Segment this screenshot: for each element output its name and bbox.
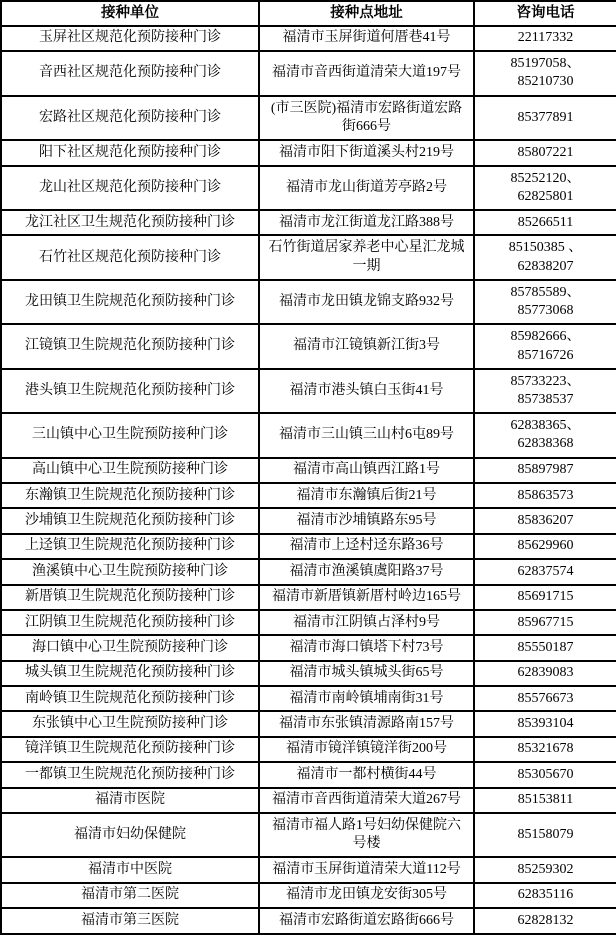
phone-cell: 85733223、 85738537 xyxy=(474,369,616,413)
phone-cell: 62828132 xyxy=(474,908,616,934)
unit-cell: 江阴镇卫生院规范化预防接种门诊 xyxy=(1,610,259,635)
unit-cell: 音西社区规范化预防接种门诊 xyxy=(1,51,259,95)
address-cell: 福清市上迳村迳东路36号 xyxy=(259,534,474,559)
phone-cell: 85863573 xyxy=(474,483,616,508)
unit-cell: 港头镇卫生院规范化预防接种门诊 xyxy=(1,369,259,413)
header-row xyxy=(1,1,616,26)
address-cell: 福清市玉屏街道清荣大道112号 xyxy=(259,857,474,882)
address-cell: 福清市城头镇城头街65号 xyxy=(259,661,474,686)
address-cell: 福清市江阴镇占泽村9号 xyxy=(259,610,474,635)
table-row xyxy=(1,369,616,413)
table-row xyxy=(1,711,616,736)
table-row xyxy=(1,413,616,457)
unit-cell: 宏路社区规范化预防接种门诊 xyxy=(1,96,259,140)
table-row xyxy=(1,686,616,711)
phone-cell: 62839083 xyxy=(474,661,616,686)
unit-cell: 上迳镇卫生院规范化预防接种门诊 xyxy=(1,534,259,559)
address-cell: 福清市宏路街道宏路街666号 xyxy=(259,908,474,934)
table-row xyxy=(1,635,616,660)
unit-cell: 东张镇中心卫生院预防接种门诊 xyxy=(1,711,259,736)
address-cell: 福清市镜洋镇镜洋街200号 xyxy=(259,737,474,762)
address-cell: 福清市音西街道清荣大道197号 xyxy=(259,51,474,95)
unit-cell: 龙江社区卫生规范化预防接种门诊 xyxy=(1,210,259,235)
unit-cell: 渔溪镇中心卫生院预防接种门诊 xyxy=(1,559,259,584)
phone-cell: 85259302 xyxy=(474,857,616,882)
address-cell: 福清市玉屏街道何厝巷41号 xyxy=(259,26,474,51)
phone-cell: 22117332 xyxy=(474,26,616,51)
table-row xyxy=(1,458,616,483)
address-cell: 福清市龙田镇龙锦支路932号 xyxy=(259,280,474,324)
table-row xyxy=(1,140,616,165)
address-cell: 福清市龙田镇龙安街305号 xyxy=(259,883,474,908)
table-row xyxy=(1,51,616,95)
address-cell: 福清市音西街道清荣大道267号 xyxy=(259,788,474,813)
address-cell: 福清市福人路1号妇幼保健院六 号楼 xyxy=(259,813,474,857)
phone-cell: 85982666、 85716726 xyxy=(474,324,616,368)
table-row xyxy=(1,96,616,140)
table-row xyxy=(1,737,616,762)
phone-cell: 85266511 xyxy=(474,210,616,235)
unit-cell: 高山镇中心卫生院预防接种门诊 xyxy=(1,458,259,483)
address-cell: (市三医院)福清市宏路街道宏路 街666号 xyxy=(259,96,474,140)
unit-cell: 阳下社区规范化预防接种门诊 xyxy=(1,140,259,165)
address-cell: 福清市海口镇塔下村73号 xyxy=(259,635,474,660)
unit-cell: 石竹社区规范化预防接种门诊 xyxy=(1,235,259,279)
phone-cell: 85785589、 85773068 xyxy=(474,280,616,324)
phone-cell: 85967715 xyxy=(474,610,616,635)
phone-cell: 85150385 、 62838207 xyxy=(474,235,616,279)
unit-cell: 城头镇卫生院规范化预防接种门诊 xyxy=(1,661,259,686)
phone-cell: 85897987 xyxy=(474,458,616,483)
phone-cell: 85576673 xyxy=(474,686,616,711)
table-row xyxy=(1,166,616,210)
unit-cell: 福清市中医院 xyxy=(1,857,259,882)
address-cell: 福清市渔溪镇虞阳路37号 xyxy=(259,559,474,584)
table-row xyxy=(1,762,616,787)
table-row xyxy=(1,610,616,635)
phone-cell: 62835116 xyxy=(474,883,616,908)
table-row xyxy=(1,813,616,857)
phone-cell: 85836207 xyxy=(474,508,616,533)
unit-cell: 东瀚镇卫生院规范化预防接种门诊 xyxy=(1,483,259,508)
address-cell: 福清市南岭镇埔南街31号 xyxy=(259,686,474,711)
unit-cell: 玉屏社区规范化预防接种门诊 xyxy=(1,26,259,51)
address-cell: 福清市龙江街道龙江路388号 xyxy=(259,210,474,235)
table-row xyxy=(1,483,616,508)
unit-cell: 南岭镇卫生院规范化预防接种门诊 xyxy=(1,686,259,711)
unit-cell: 一都镇卫生院规范化预防接种门诊 xyxy=(1,762,259,787)
unit-cell: 福清市妇幼保健院 xyxy=(1,813,259,857)
unit-cell: 龙田镇卫生院规范化预防接种门诊 xyxy=(1,280,259,324)
table-row xyxy=(1,661,616,686)
table-row xyxy=(1,585,616,610)
address-cell: 福清市阳下街道溪头村219号 xyxy=(259,140,474,165)
address-cell: 福清市新厝镇新厝村岭边165号 xyxy=(259,585,474,610)
table-row xyxy=(1,857,616,882)
address-cell: 福清市江镜镇新江街3号 xyxy=(259,324,474,368)
table-row xyxy=(1,883,616,908)
table-row xyxy=(1,210,616,235)
table-row xyxy=(1,534,616,559)
table-row xyxy=(1,235,616,279)
address-cell: 福清市龙山街道芳亭路2号 xyxy=(259,166,474,210)
address-cell: 福清市东瀚镇后街21号 xyxy=(259,483,474,508)
phone-cell: 85691715 xyxy=(474,585,616,610)
unit-cell: 镜洋镇卫生院规范化预防接种门诊 xyxy=(1,737,259,762)
phone-cell: 85807221 xyxy=(474,140,616,165)
phone-cell: 85305670 xyxy=(474,762,616,787)
phone-cell: 85321678 xyxy=(474,737,616,762)
unit-cell: 江镜镇卫生院规范化预防接种门诊 xyxy=(1,324,259,368)
address-cell: 福清市一都村横街44号 xyxy=(259,762,474,787)
table-row xyxy=(1,559,616,584)
unit-cell: 福清市第二医院 xyxy=(1,883,259,908)
phone-cell: 85393104 xyxy=(474,711,616,736)
phone-cell: 62837574 xyxy=(474,559,616,584)
column-header-phone: 咨询电话 xyxy=(474,1,616,26)
phone-cell: 85629960 xyxy=(474,534,616,559)
unit-cell: 沙埔镇卫生院规范化预防接种门诊 xyxy=(1,508,259,533)
phone-cell: 62838365、 62838368 xyxy=(474,413,616,457)
address-cell: 石竹街道居家养老中心星汇龙城 一期 xyxy=(259,235,474,279)
table-row xyxy=(1,908,616,934)
phone-cell: 85252120、 62825801 xyxy=(474,166,616,210)
unit-cell: 新厝镇卫生院规范化预防接种门诊 xyxy=(1,585,259,610)
table-row xyxy=(1,508,616,533)
phone-cell: 85377891 xyxy=(474,96,616,140)
address-cell: 福清市沙埔镇路东95号 xyxy=(259,508,474,533)
table-row xyxy=(1,324,616,368)
column-header-unit: 接种单位 xyxy=(1,1,259,26)
phone-cell: 85158079 xyxy=(474,813,616,857)
address-cell: 福清市港头镇白玉街41号 xyxy=(259,369,474,413)
unit-cell: 福清市第三医院 xyxy=(1,908,259,934)
address-cell: 福清市三山镇三山村6屯89号 xyxy=(259,413,474,457)
address-cell: 福清市东张镇清源路南157号 xyxy=(259,711,474,736)
unit-cell: 龙山社区规范化预防接种门诊 xyxy=(1,166,259,210)
unit-cell: 福清市医院 xyxy=(1,788,259,813)
column-header-address: 接种点地址 xyxy=(259,1,474,26)
table-row xyxy=(1,280,616,324)
unit-cell: 三山镇中心卫生院预防接种门诊 xyxy=(1,413,259,457)
table-row xyxy=(1,788,616,813)
phone-cell: 85197058、 85210730 xyxy=(474,51,616,95)
phone-cell: 85153811 xyxy=(474,788,616,813)
phone-cell: 85550187 xyxy=(474,635,616,660)
unit-cell: 海口镇中心卫生院预防接种门诊 xyxy=(1,635,259,660)
address-cell: 福清市高山镇西江路1号 xyxy=(259,458,474,483)
table-row xyxy=(1,26,616,51)
